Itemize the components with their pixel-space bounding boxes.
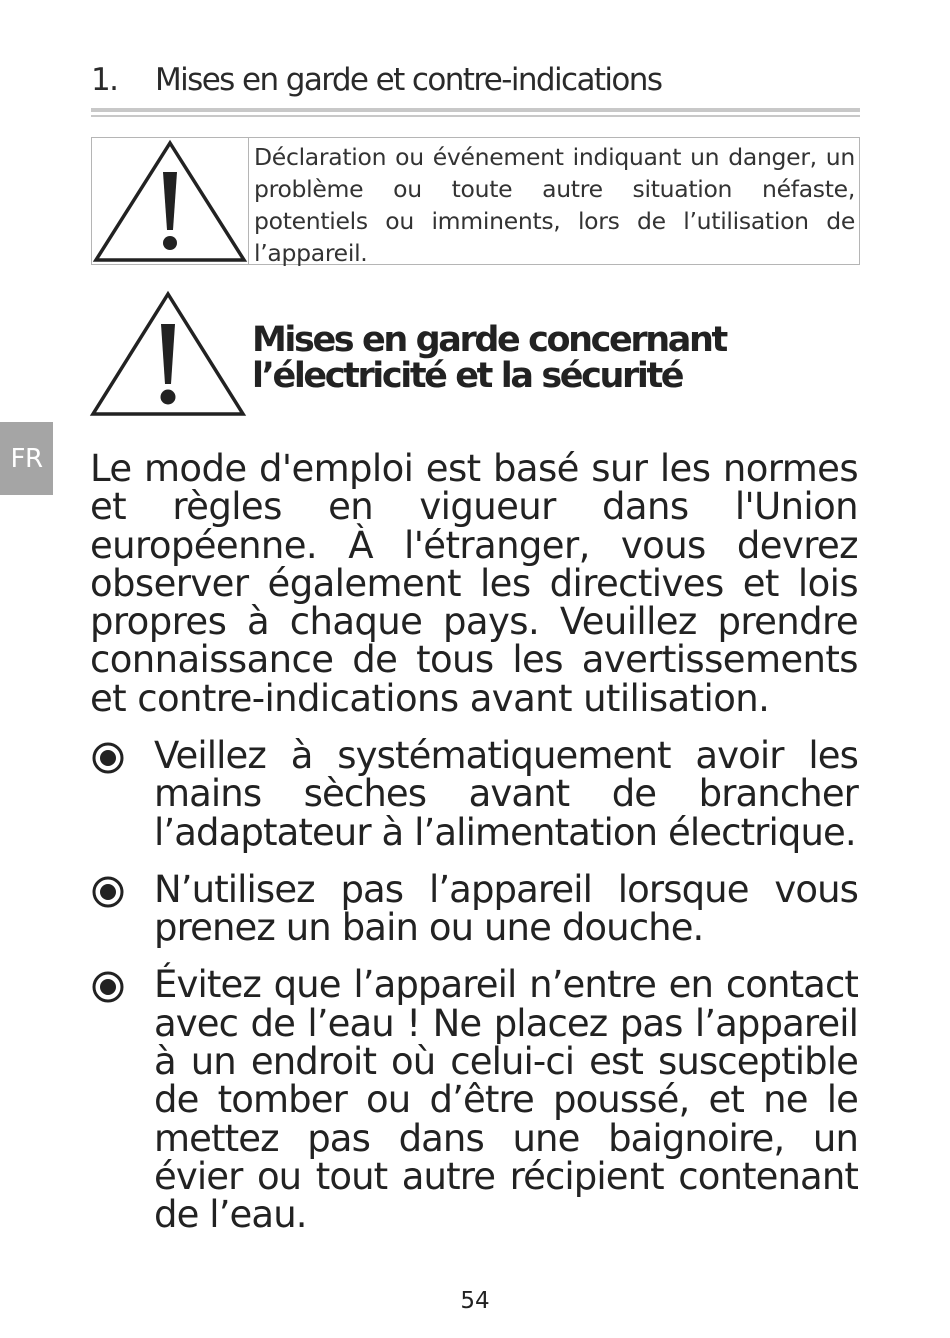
list-item	[90, 734, 858, 854]
header-rule-top	[91, 108, 860, 112]
bullet-list	[90, 734, 858, 1237]
warning-title-line-1: Mises en garde concernant	[252, 320, 726, 360]
bullet-text: Veillez à systématiquement avoir les mains sèches avant de brancher l’adaptateur à l’alimentation électrique.	[154, 734, 858, 854]
section-header	[91, 62, 860, 98]
section-number: 1.	[91, 62, 118, 98]
bullet-text: N’utilisez pas l’appareil lorsque vous prenez un bain ou une douche.	[154, 867, 858, 950]
bullet-circle-icon	[90, 874, 126, 910]
definition-icon-cell	[92, 138, 249, 264]
list-item	[90, 867, 858, 950]
header-rule-bottom	[91, 115, 860, 117]
intro-paragraph: Le mode d'emploi est basé sur les normes et règles en vigueur dans l'Union européenne. À l'étranger, vous devrez observer également les directives et lois propres à chaque pays. Veuillez prendre connaissance de tous les avertissements et contre-indications avant utilisation.	[90, 447, 858, 720]
list-item	[90, 963, 858, 1237]
section-title: Mises en garde et contre-indications	[155, 62, 662, 98]
warning-section-title	[252, 322, 812, 394]
language-tab: FR	[0, 422, 53, 495]
page-number: 54	[460, 1288, 490, 1314]
bullet-text: Évitez que l’appareil n’entre en contact avec de l’eau ! Ne placez pas l’appareil à un endroit où celui-ci est susceptible de tomber ou d’être poussé, et ne le mettez pas dans une baignoire, un évier ou tout autre récipient contenant de l’eau.	[154, 963, 858, 1237]
warning-triangle-icon	[89, 290, 247, 418]
definition-text: Déclaration ou événement indiquant un danger, un problème ou toute autre situation néfaste, potentiels ou imminents, lors de l’utilisation de l’appareil.	[254, 143, 855, 267]
warning-triangle-icon	[92, 138, 248, 264]
bullet-circle-icon	[90, 740, 126, 776]
definition-box	[91, 137, 860, 265]
warning-title-line-2: l’électricité et la sécurité	[252, 356, 683, 396]
bullet-circle-icon	[90, 969, 126, 1005]
